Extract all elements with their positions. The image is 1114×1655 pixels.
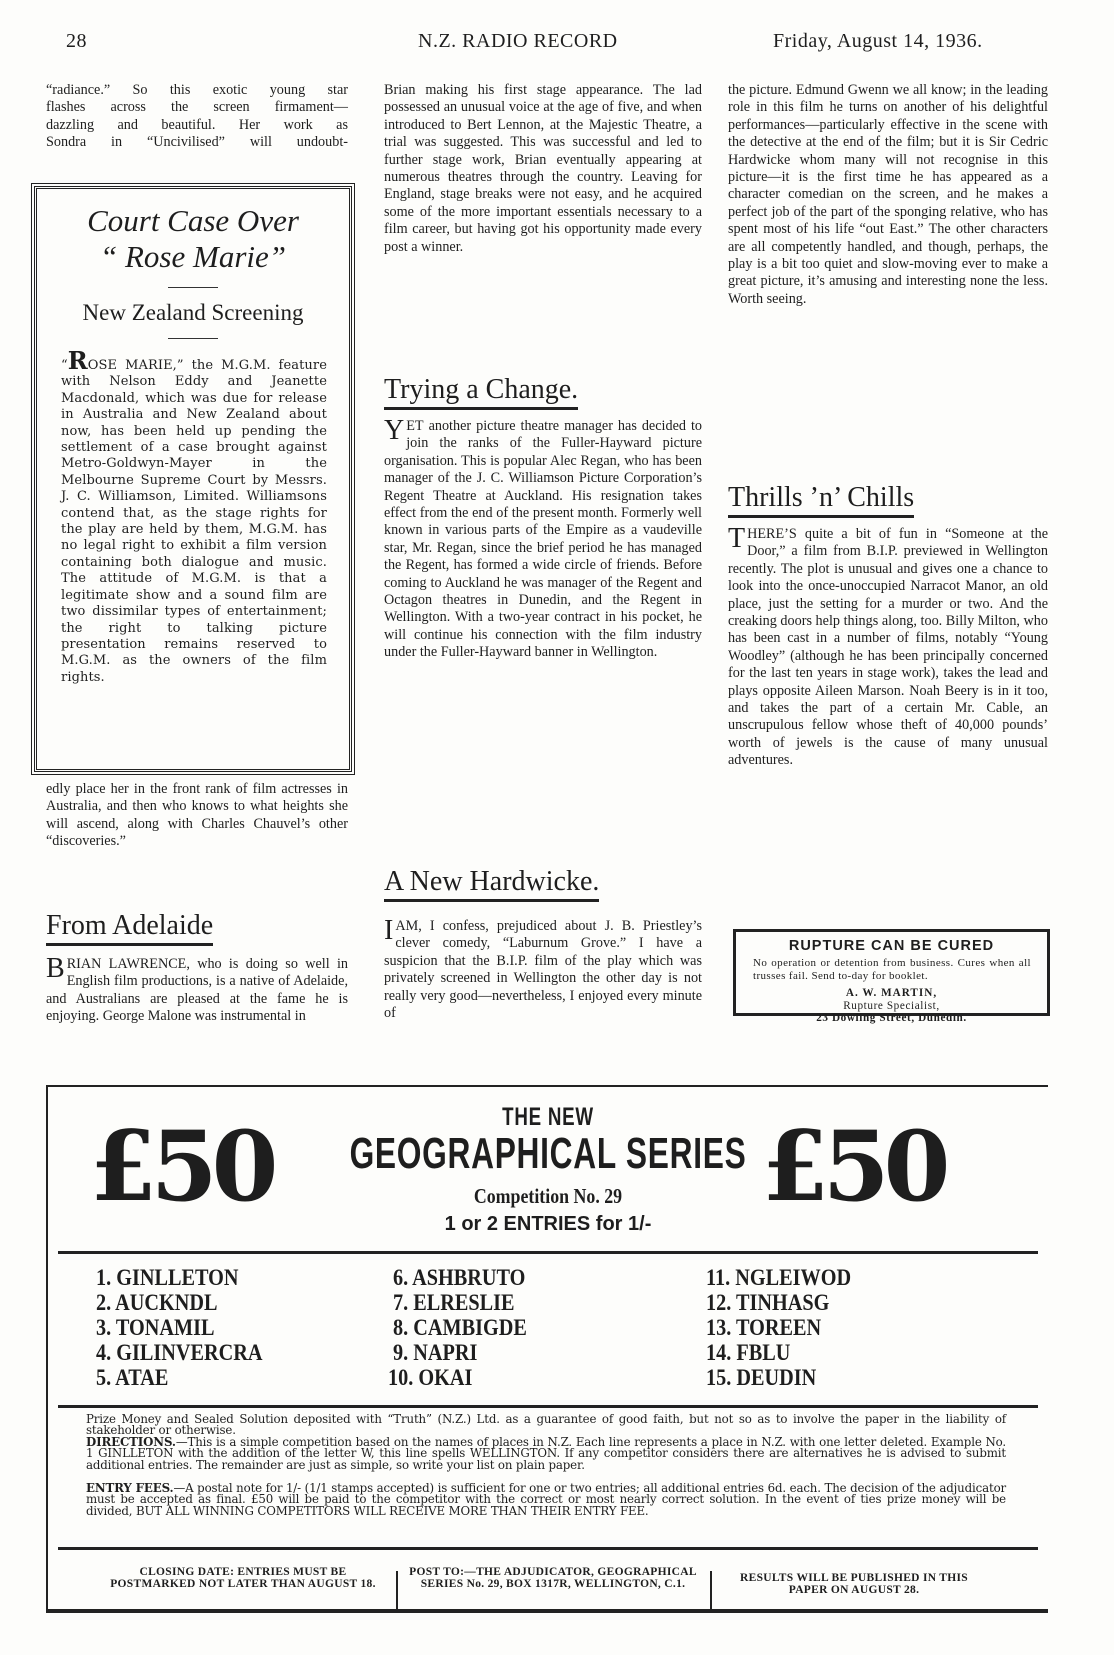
text-line: flashes across the screen firmament— — [46, 99, 348, 116]
competition-advertisement — [46, 1085, 1048, 1613]
puzzle-item: 9. NAPRI — [393, 1340, 478, 1365]
section-thrills-n-chills — [728, 482, 1048, 770]
box-body-text: OSE MARIE,” the M.G.M. feature with Nelson Eddy and Jeanette Macdonald, which was due for release in Australia and New Zealand about now, has been held up pending the settlement of a case brought against Metro-Goldwyn-Mayer in the Melbourne Supreme Court by Messrs. J. C. Williamson, Limited. Williamsons contend that, as the stage rights for the play are held by them, M.G.M. has no legal right to exhibit a film version containing both dialogue and music. The attitude of M.G.M. is that a legitimate show and a sound film are two dissimilar types of entertainment; the right to talking picture presentation remains reserved to M.G.M. as the owners of the film rights. — [61, 358, 327, 685]
ad-kicker: THE NEW — [502, 1103, 594, 1131]
paragraph — [46, 953, 348, 1026]
drop-cap: R — [67, 346, 88, 375]
puzzle-item: 12. TINHASG — [706, 1290, 830, 1315]
section-heading: A New Hardwicke. — [384, 866, 599, 902]
section-heading: From Adelaide — [46, 910, 213, 946]
puzzle-item: 5. ATAE — [96, 1365, 169, 1390]
col1-intro — [46, 82, 348, 152]
body-text: who is doing so well in English film productions, is a native of Adelaide, and Australians are pleased at the fame he is enjoying. George Malone was instrumental in — [46, 956, 348, 1025]
body-text: another picture theatre manager has decided to join the ranks of the Fuller-Hayward picture organisation. This is popular Alec Regan, who has been manager of the J. C. Williamson Picture Corporation’s Regent Theatre at Auckland. His resignation takes effect from the end of the present month. Formerly well known in various parts of the Empire as a vaudeville star, Mr. Regan, since the brief period he has managed the Regent, has formed a wide circle of friends. Before coming to Auckland he was manager of the Regent and Octagon theatres in Dunedin, and the Regent in Wellington. With a two-year contract in his pocket, he will continue his connection with the film industry under the Fuller-Hayward banner in Wellington. — [384, 418, 702, 661]
text-line: “radiance.” So this exotic young star — [46, 82, 348, 98]
puzzle-column-1 — [96, 1265, 262, 1390]
results-notice: RESULTS WILL BE PUBLISHED IN THIS PAPER ON AUGUST 28. — [740, 1572, 968, 1596]
ad-body: No operation or detention from business. Cures when all trusses fail. Send to-day for booklet. — [753, 957, 1031, 982]
divider — [168, 287, 218, 288]
closing-date: CLOSING DATE: ENTRIES MUST BE POSTMARKED NOT LATER THAN AUGUST 18. — [110, 1566, 376, 1590]
lead-in: ET — [406, 418, 424, 434]
entry-price: 1 or 2 ENTRIES for 1/- — [444, 1213, 652, 1235]
box-body — [37, 346, 349, 686]
col3-intro — [728, 82, 1048, 308]
post-to-address: POST TO:—THE ADJUDICATOR, GEOGRAPHICAL SERIES No. 29, BOX 1317R, WELLINGTON, C.1. — [409, 1566, 697, 1590]
box-subtitle: New Zealand Screening — [82, 300, 304, 325]
competition-number: Competition No. 29 — [473, 1184, 623, 1208]
puzzle-item: 6. ASHBRUTO — [393, 1265, 526, 1290]
puzzle-item: 11. NGLEIWOD — [706, 1265, 852, 1290]
lead-in: RIAN LAWRENCE, — [66, 956, 190, 972]
prize-amount-right: £50 — [762, 1110, 945, 1223]
col2-intro — [384, 82, 702, 256]
ad-address: 23 Dowling Street, Dunedin. — [816, 1012, 967, 1024]
prize-money-notice: Prize Money and Sealed Solution deposited with “Truth” (N.Z.) Ltd. as a guarantee of good faith, but not so as to involve the paper in the liability of stakeholder or otherwise. — [86, 1412, 1006, 1438]
section-a-new-hardwicke — [384, 866, 702, 1022]
puzzle-item: 3. TONAMIL — [96, 1315, 215, 1340]
lead-in: HERE’S — [747, 526, 797, 542]
puzzle-column-3 — [706, 1265, 851, 1390]
puzzle-item: 7. ELRESLIE — [393, 1290, 515, 1315]
directions-label: DIRECTIONS. — [86, 1435, 176, 1449]
court-case-box — [34, 186, 352, 772]
entry-fees-text: ENTRY FEES.—A postal note for 1/- (1/1 stamps accepted) is sufficient for one or two entries; all additional entries 6d. each. The decision of the adjudicator must be accepted as final. £50 will be paid to the competitor with the correct or most nearly correct solution. In the event of ties prize money will be divided, BUT ALL WINNING COMPETITORS WILL RECEIVE MORE THAN THEIR ENTRY FEE. — [86, 1481, 1007, 1518]
ad-title: GEOGRAPHICAL SERIES — [349, 1129, 747, 1178]
prize-amount-left: £50 — [90, 1110, 273, 1223]
paragraph — [728, 523, 1048, 770]
rupture-advertisement — [733, 929, 1050, 1024]
ad-title: Rupture Specialist, — [843, 999, 940, 1012]
paragraph — [384, 415, 702, 662]
divider — [710, 1571, 712, 1609]
puzzle-item: 1. GINLLETON — [96, 1265, 239, 1290]
entry-fees-label: ENTRY FEES. — [86, 1481, 174, 1495]
puzzle-item: 2. AUCKNDL — [96, 1290, 218, 1315]
directions-text: DIRECTIONS.—This is a simple competition based on the names of places in N.Z. Each line represents a place in N.Z. with one letter deleted. Example No. 1 GINLLETON with the addition of the letter W, this line spells WELLINGTON. If any competitor considers there are alternatives he is advised to submit additional entries. The remainder are just as simple, so write your list on plain paper. — [86, 1435, 1006, 1472]
page-number: 28 — [66, 30, 87, 52]
section-trying-a-change — [384, 374, 702, 662]
publication-title: N.Z. RADIO RECORD — [418, 30, 618, 52]
box-title-line1: Court Case Over — [87, 203, 299, 238]
puzzle-item: 14. FBLU — [706, 1340, 791, 1365]
divider — [58, 1547, 1038, 1550]
body-text: I confess, prejudiced about J. B. Priestley’s clever comedy, “Laburnum Grove.” I have a suspicion that the B.I.P. film of the play which was privately screened in Wellington the other day is not really very good—nevertheless, I enjoyed every minute of — [384, 918, 702, 1022]
lead-in: AM, — [395, 918, 422, 934]
paragraph: the picture. Edmund Gwenn we all know; in the leading role in this film he turns on another of his delightful performances—particularly effective in the scene with the detective at the end of the film; but it is Sir Cedric Hardwicke whom many will not recognise in this picture—it is the first time he has appeared as a character comedian on the screen, and he makes a perfect job of the part of the sponging relative, who has spent most of his life “out East.” The other characters are all competently handled, and though, perhaps, the play is a bit too quiet and slow-moving ever to make a great picture, it’s amusing and interesting none the less. Worth seeing. — [728, 82, 1048, 307]
drop-cap: B — [46, 953, 65, 984]
section-heading: Thrills ’n’ Chills — [728, 482, 914, 518]
paragraph: edly place her in the front rank of film actresses in Australia, and then who knows to what heights she will ascend, along with Charles Chauvel’s other “discoveries.” — [46, 781, 348, 850]
puzzle-item: 10. OKAI — [388, 1365, 473, 1390]
puzzle-item: 4. GILINVERCRA — [96, 1340, 263, 1365]
body-text: quite a bit of fun in “Someone at the Door,” a film from B.I.P. previewed in Wellington recently. The plot is unusual and gives one a chance to look into the once-unoccupied Narracot Manor, an old place, just the setting for a murder or two. And the creaking doors help things along, too. Billy Milton, who has been cast in a number of films, notably “Young Woodley” (although he has been principally concerned for the last ten years in stage work), takes the lead and plays opposite Aileen Marson. Noah Beery is in it too, and takes the part of a certain Mr. Cable, an unscrupulous fellow whose theft of 40,000 pounds’ worth of jewels is the cause of many unusual adventures. — [728, 526, 1048, 769]
box-title-line2: “ Rose Marie” — [100, 239, 286, 274]
col1-continuation — [46, 781, 348, 851]
puzzle-item: 15. DEUDIN — [706, 1365, 817, 1390]
divider — [396, 1571, 398, 1609]
drop-cap: I — [384, 915, 394, 946]
divider — [58, 1251, 1038, 1254]
divider — [58, 1405, 1038, 1408]
puzzle-item: 13. TOREEN — [706, 1315, 822, 1340]
ad-headline: RUPTURE CAN BE CURED — [788, 938, 995, 954]
section-heading: Trying a Change. — [384, 374, 578, 410]
text-line: dazzling and beautiful. Her work as — [46, 116, 348, 133]
ad-name: A. W. MARTIN, — [845, 987, 938, 999]
paragraph — [384, 915, 702, 1022]
puzzle-item: 8. CAMBIGDE — [393, 1315, 527, 1340]
drop-cap: T — [728, 523, 746, 554]
section-from-adelaide — [46, 910, 348, 1026]
paragraph: Brian making his first stage appearance. The lad possessed an unusual voice at the age of five, and when introduced to Bert Lennon, at the Majestic Theatre, a trial was suggested. This was successful and led to further stage work, Brian eventually appearing at numerous theatres through the country. Leaving for England, stage breaks were not easy, and he acquired some of the more important essentials necessary to a film career, but having got his opportunity made every post a winner. — [384, 82, 702, 255]
issue-date: Friday, August 14, 1936. — [773, 30, 983, 52]
drop-cap: Y — [384, 415, 405, 446]
text-line: Sondra in “Uncivilised” will undoubt- — [46, 134, 348, 151]
divider — [168, 338, 218, 339]
open-quote: “ — [61, 358, 68, 373]
puzzle-column-2 — [388, 1265, 527, 1390]
